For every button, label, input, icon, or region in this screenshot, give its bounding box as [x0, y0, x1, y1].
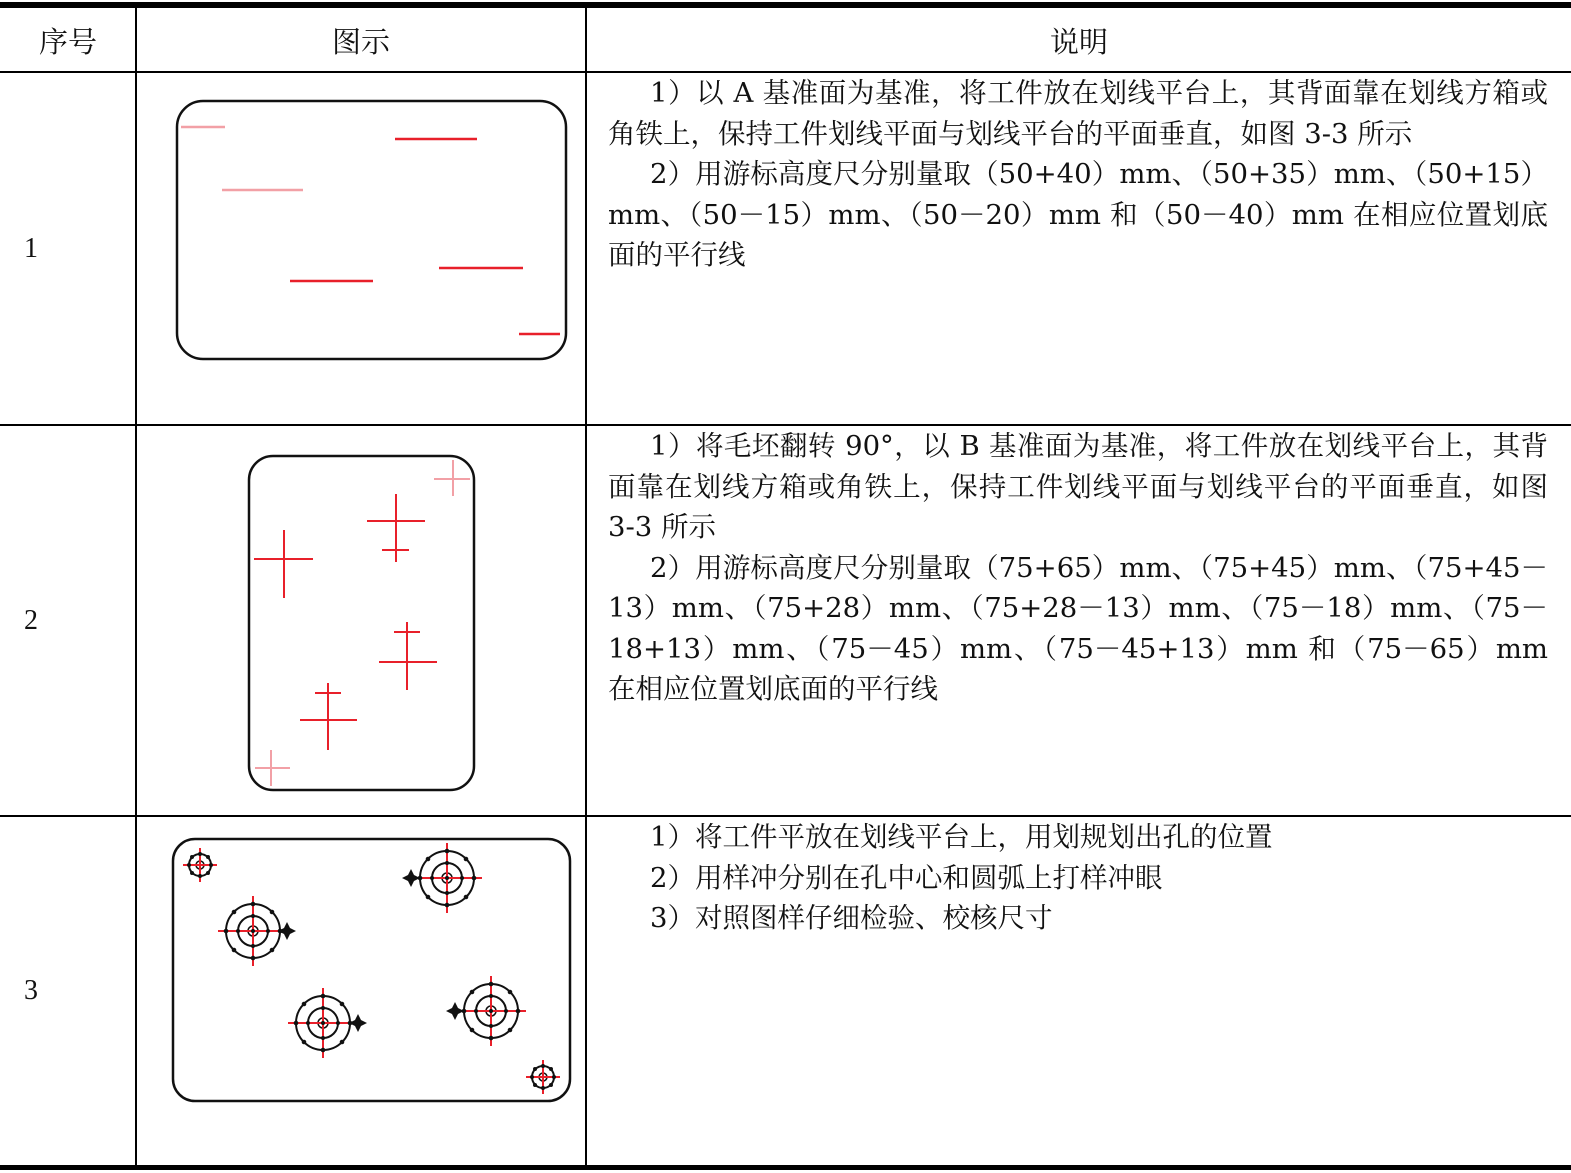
punch-mark: [278, 922, 296, 940]
row-3-number: [0, 817, 136, 1165]
hole-circle-mark: [218, 896, 288, 966]
row-number-label: 2: [24, 604, 38, 636]
hole-circle-mark: [288, 988, 358, 1058]
row-1-figure: [137, 73, 585, 424]
header-number: [0, 8, 136, 72]
punch-mark: [402, 869, 420, 887]
cross-mark: [367, 494, 425, 562]
description-paragraph: 2）用游标高度尺分别量取（75+65）mm、（75+45）mm、（75+45－13）mm、（75+28）mm、（75+28－13）mm、（75－18）mm、（75－18+13）mm、（75－45）mm、（75－45+13）mm 和（75－65）mm 在相应位置划底面的平行线: [608, 551, 1548, 705]
description-paragraph: 1）将毛坯翻转 90°，以 B 基准面为基准，将工件放在划线平台上，其背面靠在划线方箱或角铁上，保持工件划线平面与划线平台的平面垂直，如图 3-3 所示: [608, 430, 1548, 543]
header-description: [587, 8, 1571, 72]
row-1-description: [588, 73, 1548, 424]
description-paragraph: 3）对照图样仔细检验、校核尺寸: [650, 902, 1053, 934]
cross-mark: [300, 683, 357, 750]
cross-mark: [434, 460, 470, 496]
small-hole-mark: [183, 848, 217, 882]
header-figure-label: 图示: [331, 24, 390, 59]
description-paragraph: 1）将工件平放在划线平台上，用划规划出孔的位置: [650, 821, 1273, 853]
workpiece-outline: [177, 101, 566, 359]
header-number-label: 序号: [38, 24, 97, 59]
row-number-label: 1: [24, 232, 38, 264]
punch-mark: [446, 1002, 464, 1020]
table-bottom-rule: [0, 1165, 1571, 1170]
hole-circle-mark: [456, 976, 526, 1046]
row-3-figure: [137, 817, 585, 1165]
cross-mark: [379, 622, 437, 690]
hole-circle-mark: [412, 843, 482, 913]
row-2-figure: [137, 426, 585, 815]
workpiece-outline: [249, 456, 474, 790]
row-2-description: [588, 426, 1548, 815]
small-hole-mark: [526, 1060, 560, 1094]
column-rule-2: [585, 8, 587, 1168]
row-number-label: 3: [24, 975, 38, 1006]
description-paragraph: 1）以 A 基准面为基准，将工件放在划线平台上，其背面靠在划线方箱或角铁上，保持工件划线平面与划线平台的平面垂直，如图 3-3 所示: [608, 77, 1548, 150]
cross-mark: [254, 530, 313, 598]
row-2-number: [0, 426, 136, 815]
cross-mark: [255, 750, 290, 786]
workpiece-outline: [173, 839, 570, 1101]
punch-mark: [349, 1014, 367, 1032]
header-figure: [137, 8, 585, 72]
header-description-label: 说明: [1049, 24, 1108, 59]
row-3-description: [588, 817, 1548, 1165]
description-paragraph: 2）用游标高度尺分别量取（50+40）mm、（50+35）mm、（50+15）mm、（50－15）mm、（50－20）mm 和（50－40）mm 在相应位置划底面的平行线: [608, 158, 1548, 271]
description-paragraph: 2）用样冲分别在孔中心和圆弧上打样冲眼: [650, 861, 1163, 894]
row-1-number: [0, 73, 136, 424]
